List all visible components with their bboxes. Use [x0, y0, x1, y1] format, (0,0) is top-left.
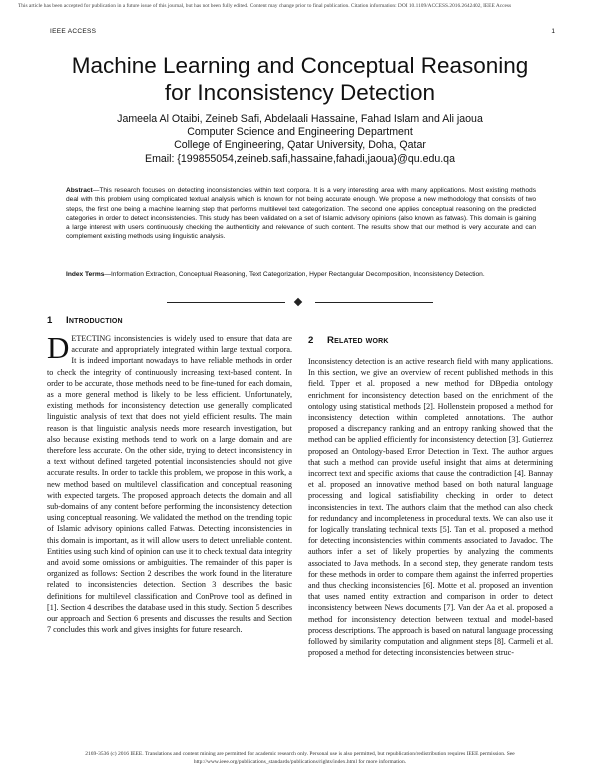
divider-diamond-icon: [294, 297, 302, 305]
publication-notice: This article has been accepted for publication in a future issue of this journal, but has not been fully edited. Content may change prior to final publication. Citation information: DOI 10.1109/ACCESS.2016.2642402, IEEE Access: [18, 3, 512, 9]
section-heading-related-work: [308, 335, 389, 346]
introduction-body: inconsistencies is widely used to ensure that data are accurate and appropriately integrated within large textual corpora. It is indeed important nowadays to have reliable methods in order to check the integrity of continuously increasing text-based content. In order to be accurate, those methods need to be fine-tuned for each domain, as a more general method is likely to be less efficient. Unfortunately, existing methods for inconsistency detection use generally complicated linguistic analysis of text that does not yield efficient results. The main reason is that linguistic analysis needs more research investigation, but also because existing methods tend to work on a large domain and are therefore less accurate. On the other side, trying to detect inconsistency in a text without defined targeted potential inconsistencies should not give accurate results. In order to tackle this problem, we propose in this work, a new method based on multilevel classification and conceptual reasoning with expected targets. The proposed approach detects the domain and all sub-domains of any content before performing the inconsistency detection using conceptual reasoning. We validated the method on the trending topic of Islamic advisory opinions called Fatwas. Detecting inconsistencies in this domain is important, as it will allow users to detect unreliable content. Entities using such kind of opinion can use it to check textual data integrity and avoid some omissions or ambiguities. The remainder of this paper is organized as follows: Section 2 describes the work found in the literature related to inconsistencies detection. Section 3 describes the basic definitions for multilevel classification and ConProve tool as defined in [1]. Section 4 describes the database used in this study. Section 5 describes our approach and Section 6 presents and discusses the results and Section 7 concludes this work and gives insights for future research.: [47, 334, 292, 635]
lead-word: ETECTING: [71, 334, 112, 343]
section-title: Introduction: [66, 315, 123, 326]
abstract-label: Abstract: [66, 187, 93, 194]
section-title: Related work: [327, 335, 389, 346]
index-terms-label: Index Terms: [66, 271, 105, 278]
page-number: 1: [551, 28, 555, 35]
divider-line-right: [315, 302, 433, 303]
section-number: 2: [308, 335, 314, 346]
section-number: 1: [47, 315, 53, 326]
index-terms: [66, 270, 536, 279]
copyright-footer: [40, 750, 560, 766]
running-head: [50, 28, 555, 38]
related-work-text: Inconsistency detection is an active research field with many applications. In this section, we give an overview of recent published methods in this field. Tpper et al. proposed a new method for DBpedia ontology enrichment for inconsistency detection based on the enrichment of the ontology using statistical methods [2]. Hollenstein proposed a method for inconsistency detection within completed annotations. The author proposed a discrepancy ranking and an entropy ranking showed that the method can be applied efficiently for inconsistency detection [3]. Gutierrez proposed an Ontology-based Error Detection in Text. The author argues that such a method can provide useful insight that aims at determining incorrect text and specific axioms that cause the contradiction [4]. Bannay et al. proposed an innovative method based on both natural language processing and logical satisfiability checking in order to detect inconsistencies in text. The authors claim that the method can also check for redundancy and incompleteness in procedural texts. We can also use it for logically translating technical texts [5]. Tan et al. proposed a method for detecting inconsistencies within comments associated to Javadoc. The authors infer a set of likely properties by analyzing the comments associated to Java methods. In a second step, they generate random tests for these methods in order to compare them against the inferred properties and thus checking inconsistencies [6]. Motte et al. proposed an invention that uses named entity extraction and comparison in order to detect inconsistency between News documents [7]. Van der Aa et al. proposed a method for inconsistency detection between textual and model-based process descriptions. The approach is based on natural language processing followed by similarity computation and alignment steps [8]. Carmeli et al. proposed a method for detecting inconsistencies between struc-: [308, 357, 553, 658]
author-block: [40, 113, 560, 166]
abstract: [66, 186, 536, 242]
affiliation-college: College of Engineering, Qatar University, Doha, Qatar: [174, 139, 426, 152]
drop-cap: D: [47, 330, 70, 365]
paper-title: [40, 52, 560, 106]
section-divider: [167, 298, 433, 306]
footer-line-2: http://www.ieee.org/publications_standards/publications/rights/index.html for more information.: [193, 759, 407, 765]
introduction-text: [47, 330, 292, 635]
title-line-1: Machine Learning and Conceptual Reasoning: [71, 53, 529, 78]
index-terms-text: —Information Extraction, Conceptual Reasoning, Text Categorization, Hyper Rectangular Decomposition, Inconsistency Detection.: [104, 271, 485, 278]
divider-line-left: [167, 302, 285, 303]
section-heading-introduction: [47, 315, 123, 326]
footer-line-1: 2169-3536 (c) 2016 IEEE. Translations and content mining are permitted for academic research only. Personal use is also permitted, but republication/redistribution requires IEEE permission. See: [85, 751, 515, 757]
affiliation-department: Computer Science and Engineering Department: [187, 126, 413, 139]
abstract-text: —This research focuses on detecting inconsistencies within text corpora. It is a very interesting area with many applications. Most existing methods deal with this problem using complicated textual analysis which is known for not being accurate enough. We propose a new methodology that consists of two steps, the first one being a machine learning step that performs multilevel text categorization. The second one applies conceptual reasoning on the predicted categories in order to detect inconsistencies. This study has been validated on a set of Islamic advisory opinions (also known as fatwas). This domain is gaining a large interest with users continuously checking the authenticity and relevance of such content. The results show that our method is very accurate and can complement existing methods using linguistic analysis.: [66, 187, 536, 241]
author-emails: Email: {199855054,zeineb.safi,hassaine,fahadi,jaoua}@qu.edu.qa: [145, 152, 455, 165]
author-names: Jameela Al Otaibi, Zeineb Safi, Abdelaali Hassaine, Fahad Islam and Ali jaoua: [117, 113, 483, 125]
journal-name: IEEE ACCESS: [50, 28, 97, 35]
title-line-2: for Inconsistency Detection: [164, 80, 436, 105]
